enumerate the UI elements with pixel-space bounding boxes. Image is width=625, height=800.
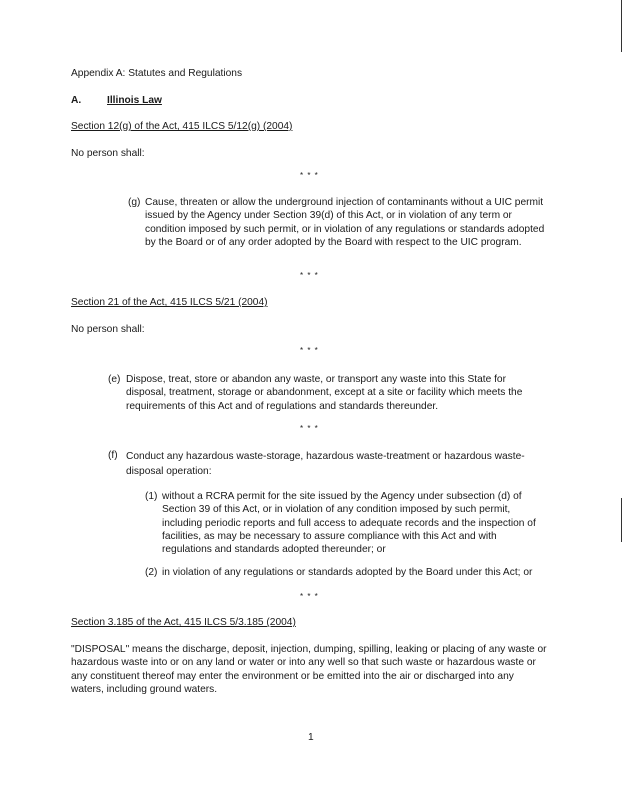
- item-e-label: (e): [108, 374, 121, 385]
- section-21-heading: Section 21 of the Act, 415 ILCS 5/21 (2004): [71, 297, 268, 308]
- section-12g-heading: Section 12(g) of the Act, 415 ILCS 5/12(g) (2004): [71, 121, 293, 132]
- sub-1-text: without a RCRA permit for the site issued by the Agency under subsection (d) of Section 39 of this Act, or in violation of any condition imposed by such permit, including periodic reports and full access to adequate records and the inspection of facilities, as may be necessary to assure compliance with this Act and with regulations and standards adopted thereunder; or: [162, 491, 536, 556]
- sub-1-label: (1): [145, 491, 158, 502]
- item-e-text: Dispose, treat, store or abandon any waste, or transport any waste into this State for disposal, treatment, storage or abandonment, except at a site or facility which meets the requirements of this Act and of regulations and standards thereunder.: [126, 374, 523, 412]
- item-f-text: Conduct any hazardous waste-storage, hazardous waste-treatment or hazardous waste-disposal operation:: [126, 451, 525, 477]
- section-21-stars-mid: * * *: [300, 424, 319, 433]
- section-12g-stars-after: * * *: [300, 271, 319, 280]
- item-g-text: Cause, threaten or allow the underground injection of contaminants without a UIC permit issued by the Agency under Section 39(d) of this Act, or in violation of any term or condition imposed by such permit, or in violation of any regulations or standards adopted by the Board or of any order adopted by the Board with respect to the UIC program.: [145, 197, 545, 248]
- section-3185-heading: Section 3.185 of the Act, 415 ILCS 5/3.185 (2004): [71, 617, 296, 628]
- scan-edge-mark-top: [621, 0, 622, 52]
- sub-2-text: in violation of any regulations or standards adopted by the Board under this Act; or: [162, 567, 533, 578]
- sub-2-label: (2): [145, 567, 158, 578]
- item-f-label: (f): [108, 450, 118, 461]
- scan-edge-mark-bottom: [621, 498, 622, 542]
- section-21-intro: No person shall:: [71, 324, 145, 335]
- section-a-title: Illinois Law: [107, 95, 162, 106]
- section-21-stars-after: * * *: [300, 592, 319, 601]
- section-12g-stars-before: * * *: [300, 171, 319, 180]
- item-g-label: (g): [128, 197, 141, 208]
- section-21-stars-before: * * *: [300, 346, 319, 355]
- section-3185-definition: "DISPOSAL" means the discharge, deposit, injection, dumping, spilling, leaking or placing of any waste or hazardous waste into or on any land or water or into any well so that such waste or hazardous waste or any constituent thereof may enter the environment or be emitted into the air or discharged into any waters, including ground waters.: [71, 644, 547, 695]
- appendix-heading: Appendix A: Statutes and Regulations: [71, 68, 243, 79]
- section-12g-intro: No person shall:: [71, 148, 145, 159]
- page-number: 1: [308, 732, 314, 743]
- section-a-letter: A.: [71, 95, 82, 106]
